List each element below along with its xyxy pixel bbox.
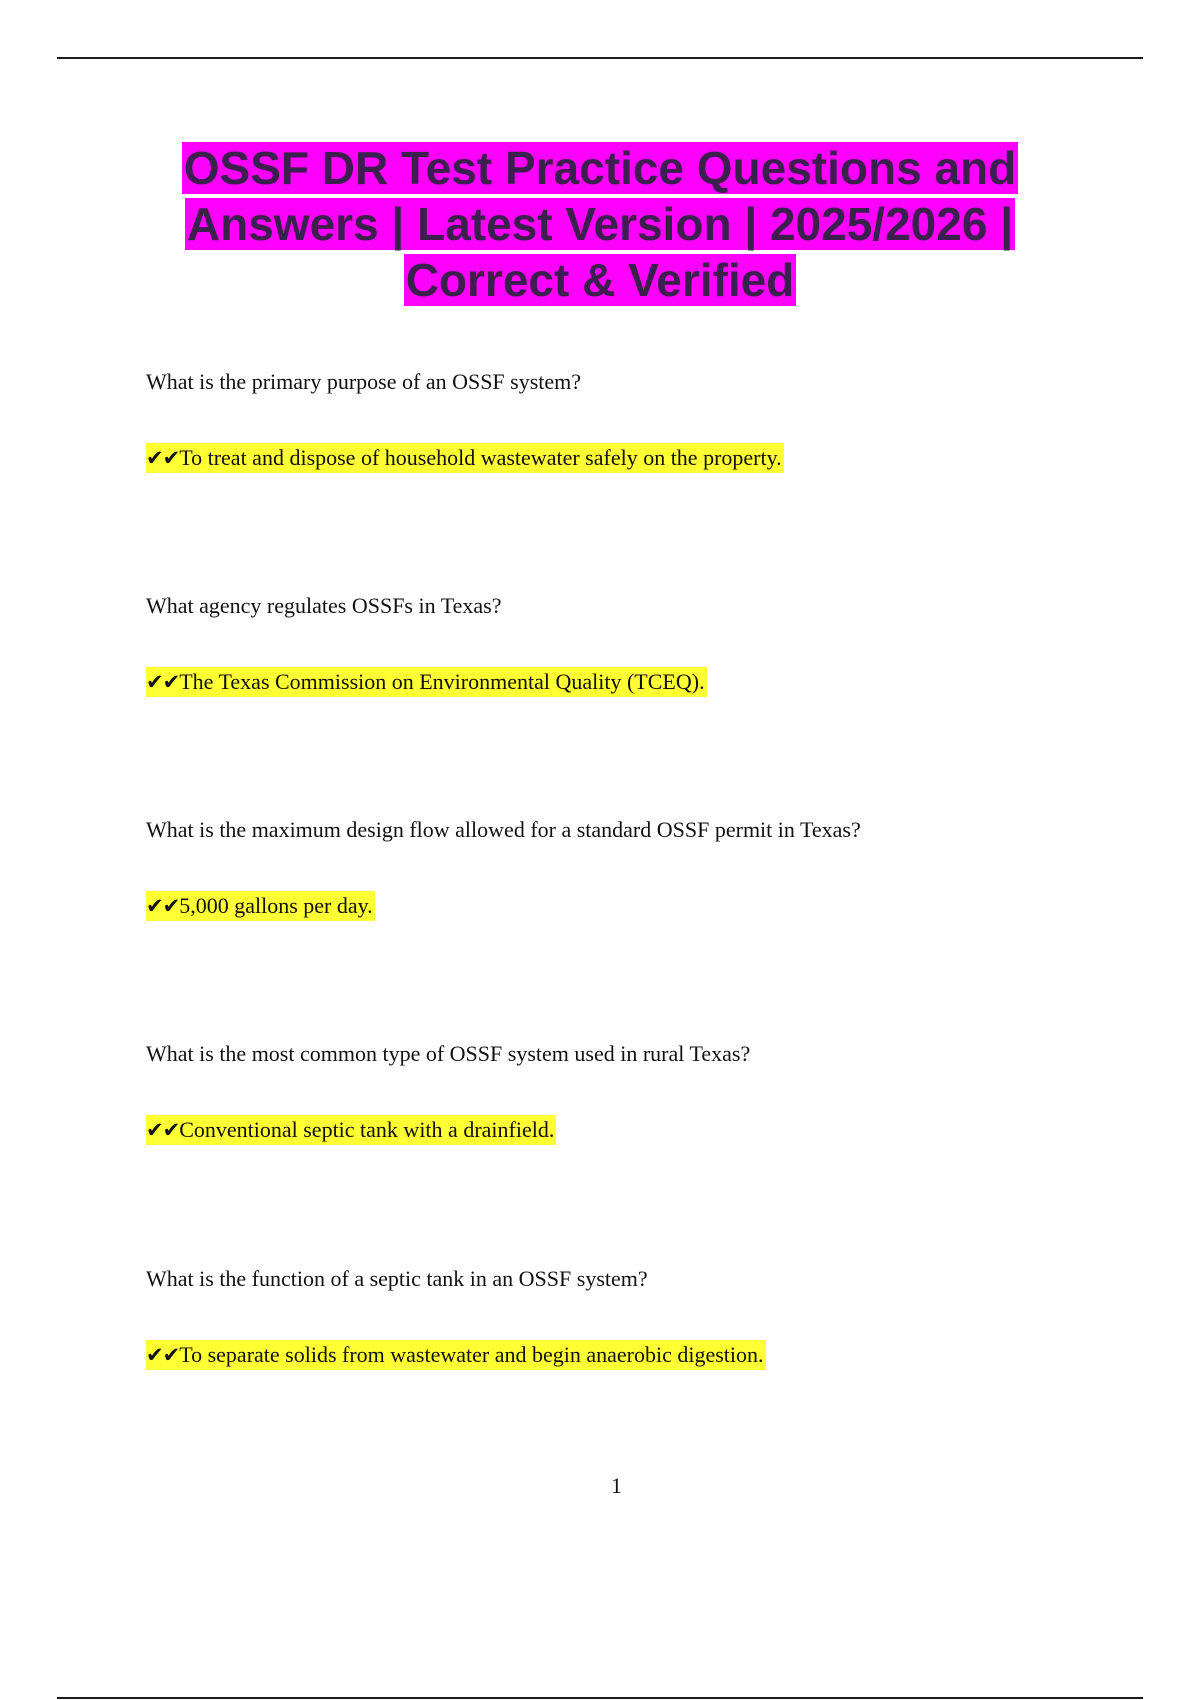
qa-item — [146, 1265, 1066, 1367]
document-title — [140, 140, 1060, 308]
question-text: What is the maximum design flow allowed for a standard OSSF permit in Texas? — [146, 817, 861, 842]
double-check-icon: ✔✔ — [146, 1118, 180, 1142]
qa-item — [146, 816, 1066, 918]
header-rule — [57, 57, 1143, 59]
answer-highlight — [146, 891, 375, 921]
document-title-text: OSSF DR Test Practice Questions and Answers | Latest Version | 2025/2026 | Correct & Verified — [183, 142, 1017, 306]
answer-highlight — [146, 667, 707, 697]
qa-item — [146, 592, 1066, 694]
qa-item — [146, 368, 1066, 470]
page-number: 1 — [611, 1473, 622, 1498]
qa-item — [146, 1040, 1066, 1142]
double-check-icon: ✔✔ — [146, 1343, 180, 1367]
double-check-icon: ✔✔ — [146, 894, 180, 918]
title-block — [140, 140, 1060, 308]
answer-text: To separate solids from wastewater and begin anaerobic digestion. — [179, 1342, 764, 1367]
answer-highlight — [146, 1340, 766, 1370]
answer-line — [146, 668, 707, 696]
answer-text: Conventional septic tank with a drainfield. — [179, 1117, 555, 1142]
question-text: What agency regulates OSSFs in Texas? — [146, 593, 502, 618]
question-text: What is the most common type of OSSF system used in rural Texas? — [146, 1041, 751, 1066]
question-text: What is the function of a septic tank in an OSSF system? — [146, 1266, 648, 1291]
answer-highlight — [146, 1115, 556, 1145]
double-check-icon: ✔✔ — [146, 670, 180, 694]
footer-rule — [57, 1697, 1143, 1699]
answer-text: To treat and dispose of household wastewater safely on the property. — [179, 445, 782, 470]
double-check-icon: ✔✔ — [146, 446, 180, 470]
answer-line — [146, 892, 375, 920]
answer-highlight — [146, 443, 784, 473]
answer-line — [146, 1116, 556, 1144]
question-text: What is the primary purpose of an OSSF system? — [146, 369, 582, 394]
answer-line — [146, 1341, 766, 1369]
answer-line — [146, 444, 784, 472]
answer-text: 5,000 gallons per day. — [179, 893, 373, 918]
answer-text: The Texas Commission on Environmental Quality (TCEQ). — [179, 669, 705, 694]
